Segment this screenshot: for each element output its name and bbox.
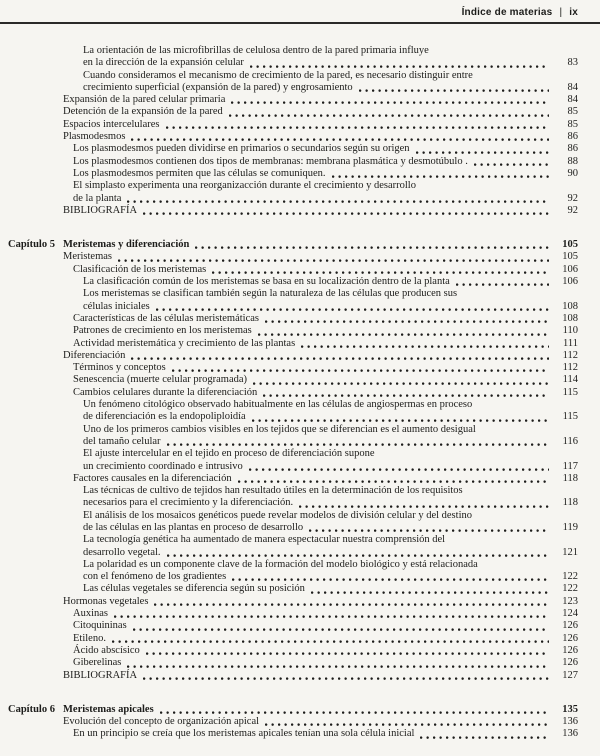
page-number: 124 [562,608,578,620]
page-number: 136 [562,716,578,728]
page-number: 122 [562,571,578,583]
entry-text: Detención de la expansión de la pared [63,106,223,118]
toc-row [8,399,578,411]
page-number: 111 [563,337,578,349]
toc-row [8,350,578,362]
toc-row [8,205,578,217]
page-number: 119 [562,521,578,533]
page-number: 84 [567,81,578,93]
entry-text: Características de las células meristemáticas [73,312,260,324]
toc-row [8,94,578,106]
toc-row [8,156,578,168]
entry-text: El ajuste intercelular en el tejido en proceso de diferenciación supone [83,448,375,460]
page-number: 92 [567,192,578,204]
page-number: 112 [562,349,578,361]
page-number: 106 [562,276,578,288]
dot-leader [127,199,549,203]
toc-row [8,82,578,94]
toc-row [8,301,578,313]
page-number: 92 [567,204,578,216]
entry-text: BIBLIOGRAFÍA [63,204,138,216]
dot-leader [309,528,549,532]
dot-leader [156,307,549,311]
page-number: 110 [562,325,578,337]
entry-text: Los plasmodesmos contienen dos tipos de membranas: membrana plasmática y desmotúbulo . [73,155,468,167]
toc-row [8,119,578,131]
toc-row [8,288,578,300]
entry-text: crecimiento superficial (expansión de la pared) y engrosamiento [83,81,353,93]
toc-row [8,362,578,374]
toc-row [8,374,578,386]
dot-leader [253,381,549,385]
chapter-label: Capítulo 6 [8,703,55,715]
entry-text: en la dirección de la expansión celular [83,57,244,69]
page-number: 127 [562,669,578,681]
page-number: 126 [562,632,578,644]
toc-row [8,547,578,559]
entry-text: Clasificación de los meristemas [73,263,207,275]
entry-text: con el fenómeno de los gradientes [83,571,227,583]
toc-row [8,168,578,180]
toc-row [8,57,578,69]
dot-leader [166,125,550,129]
page-number: 106 [562,263,578,275]
dot-leader [311,590,549,594]
dot-leader [252,418,549,422]
dot-leader [167,442,549,446]
dot-leader [112,639,549,643]
entry-text: del tamaño celular [83,435,161,447]
toc-row [8,596,578,608]
page-number: 126 [562,620,578,632]
dot-leader [172,368,549,372]
dot-leader [258,332,549,336]
dot-leader [238,479,549,483]
page-number: 135 [562,703,578,715]
toc-row [8,497,578,509]
page-number: 105 [562,239,578,251]
toc-row [8,473,578,485]
entry-text: Las células vegetales se diferencia según su posición [83,583,305,595]
toc-row [8,313,578,325]
entry-text: La polaridad es un componente clave de la formación del modelo biológico y está relacionada [83,558,478,570]
toc-row [8,522,578,534]
toc-row [8,264,578,276]
dot-leader [359,88,549,92]
toc-row [8,180,578,192]
toc-row [8,728,578,740]
entry-text: Las técnicas de cultivo de tejidos han resultado útiles en la determinación de los requisitos [83,485,463,497]
page-number: 108 [562,312,578,324]
toc-row [8,448,578,460]
dot-leader [143,676,549,680]
toc-row [8,583,578,595]
entry-text: Los plasmodesmos pueden dividirse en primarios o secundarios según su origen [73,143,410,155]
entry-text: Ácido abscísico [73,644,140,656]
dot-leader [133,627,549,631]
page-number: 136 [562,728,578,740]
toc-chapter-row [8,704,578,716]
entry-text: Hormonas vegetales [63,595,149,607]
toc-row [8,143,578,155]
dot-leader [229,113,549,117]
dot-leader [127,664,549,668]
entry-text: BIBLIOGRAFÍA [63,669,138,681]
page-number: 108 [562,300,578,312]
toc-list [0,24,600,741]
dot-leader [265,722,549,726]
page-number: 114 [562,374,578,386]
toc-row [8,559,578,571]
page-number: 126 [562,657,578,669]
entry-text: Términos y conceptos [73,362,166,374]
dot-leader [456,282,549,286]
toc-row [8,645,578,657]
toc-row [8,620,578,632]
toc-row [8,411,578,423]
dot-leader [143,211,549,215]
entry-text: En un principio se creía que los meristemas apicales tenían una sola célula inicial [73,728,415,740]
dot-leader [195,245,549,249]
page-number: 117 [562,460,578,472]
page-number: 85 [567,118,578,130]
toc-row [8,670,578,682]
toc-row [8,387,578,399]
dot-leader [118,258,549,262]
toc-row [8,436,578,448]
toc-row [8,571,578,583]
page-number: 90 [567,167,578,179]
page-number: 118 [562,472,578,484]
toc-row [8,193,578,205]
toc-row [8,657,578,669]
entry-text: de las células en las plantas en proceso de desarrollo [83,521,304,533]
entry-text: Actividad meristemática y crecimiento de las plantas [73,337,296,349]
page-number: 115 [562,411,578,423]
entry-text: Factores causales en la diferenciación [73,472,232,484]
dot-leader [250,64,549,68]
entry-text: Los plasmodesmos permiten que las células se comuniquen. [73,167,326,179]
entry-text: Meristemas apicales [63,703,154,715]
toc-row [8,461,578,473]
entry-text: Etileno. [73,632,106,644]
header-title: Índice de materias [461,7,553,18]
page-number: 88 [567,155,578,167]
dot-leader [231,100,549,104]
toc-row [8,45,578,57]
page-header [0,0,600,18]
page-number: 126 [562,644,578,656]
toc-row [8,608,578,620]
entry-text: La tecnología genética ha aumentado de manera espectacular nuestra comprensión del [83,534,446,546]
entry-text: de diferenciación es la endopoliploidía [83,411,246,423]
dot-leader [232,577,549,581]
entry-text: desarrollo vegetal. [83,546,161,558]
dot-leader [420,735,549,739]
entry-text: Evolución del concepto de organización apical [63,716,260,728]
entry-text: Un fenómeno citológico observado habitualmente en las células de angiospermas en proceso [83,399,473,411]
dot-leader [114,614,549,618]
toc-row [8,251,578,263]
dot-leader [416,150,549,154]
entry-text: de la planta [73,192,122,204]
header-separator: | [559,7,563,18]
page-number: 105 [562,251,578,263]
entry-text: células iniciales [83,300,150,312]
header-page-number: ix [569,7,578,18]
toc-row [8,325,578,337]
entry-text: Diferenciación [63,349,126,361]
toc-row [8,633,578,645]
toc-row [8,716,578,728]
entry-text: Plasmodesmos [63,131,126,143]
toc-row [8,485,578,497]
dot-leader [474,162,549,166]
page-number: 122 [562,583,578,595]
dot-leader [146,651,549,655]
toc-row [8,424,578,436]
entry-text: Uno de los primeros cambios visibles en los tejidos que se diferencian es el aumento desigual [83,423,476,435]
toc-row [8,106,578,118]
toc-chapter-row [8,239,578,251]
toc-row [8,534,578,546]
entry-text: Cambios celulares durante la diferenciación [73,386,258,398]
dot-leader [301,344,549,348]
page-number: 112 [562,362,578,374]
page-number: 118 [562,497,578,509]
toc-row [8,510,578,522]
page-number: 86 [567,131,578,143]
dot-leader [332,174,549,178]
dot-leader [131,356,549,360]
entry-text: Los meristemas se clasifican también según la naturaleza de las células que producen sus [83,288,458,300]
dot-leader [131,137,549,141]
dot-leader [160,710,549,714]
entry-text: Meristemas y diferenciación [63,239,190,251]
dot-leader [154,602,549,606]
page-number: 83 [567,57,578,69]
dot-leader [167,553,549,557]
page-number: 116 [562,435,578,447]
entry-text: El simplasto experimenta una reorganizacción durante el crecimiento y desarrollo [73,180,416,192]
page-number: 84 [567,94,578,106]
entry-text: Senescencia (muerte celular programada) [73,374,248,386]
page-number: 115 [562,386,578,398]
entry-text: Patrones de crecimiento en los meristemas [73,325,252,337]
dot-leader [249,467,549,471]
page-number: 86 [567,143,578,155]
page-number: 123 [562,595,578,607]
entry-text: Citoquininas [73,620,127,632]
entry-text: Espacios intercelulares [63,118,160,130]
entry-text: Expansión de la pared celular primaria [63,94,226,106]
entry-text: Auxinas [73,608,108,620]
dot-leader [263,393,549,397]
dot-leader [265,319,549,323]
entry-text: Meristemas [63,251,112,263]
chapter-label: Capítulo 5 [8,239,55,251]
entry-text: El análisis de los mosaicos genéticos puede revelar modelos de división celular y del destino [83,509,472,521]
entry-text: La orientación de las microfibrillas de celulosa dentro de la pared primaria influye [83,45,429,56]
entry-text: un crecimiento coordinado e intrusivo [83,460,243,472]
entry-text: La clasificación común de los meristemas se basa en su localización dentro de la planta [83,276,450,288]
page-number: 85 [567,106,578,118]
toc-row [8,276,578,288]
toc-row [8,70,578,82]
dot-leader [212,270,549,274]
toc-row [8,131,578,143]
entry-text: Giberelinas [73,657,122,669]
entry-text: Cuando consideramos el mecanismo de crecimiento de la pared, es necesario distinguir entre [83,69,473,81]
page-number: 121 [562,546,578,558]
toc-row [8,338,578,350]
dot-leader [299,504,549,508]
entry-text: necesarios para el crecimiento y la diferenciación. [83,497,294,509]
